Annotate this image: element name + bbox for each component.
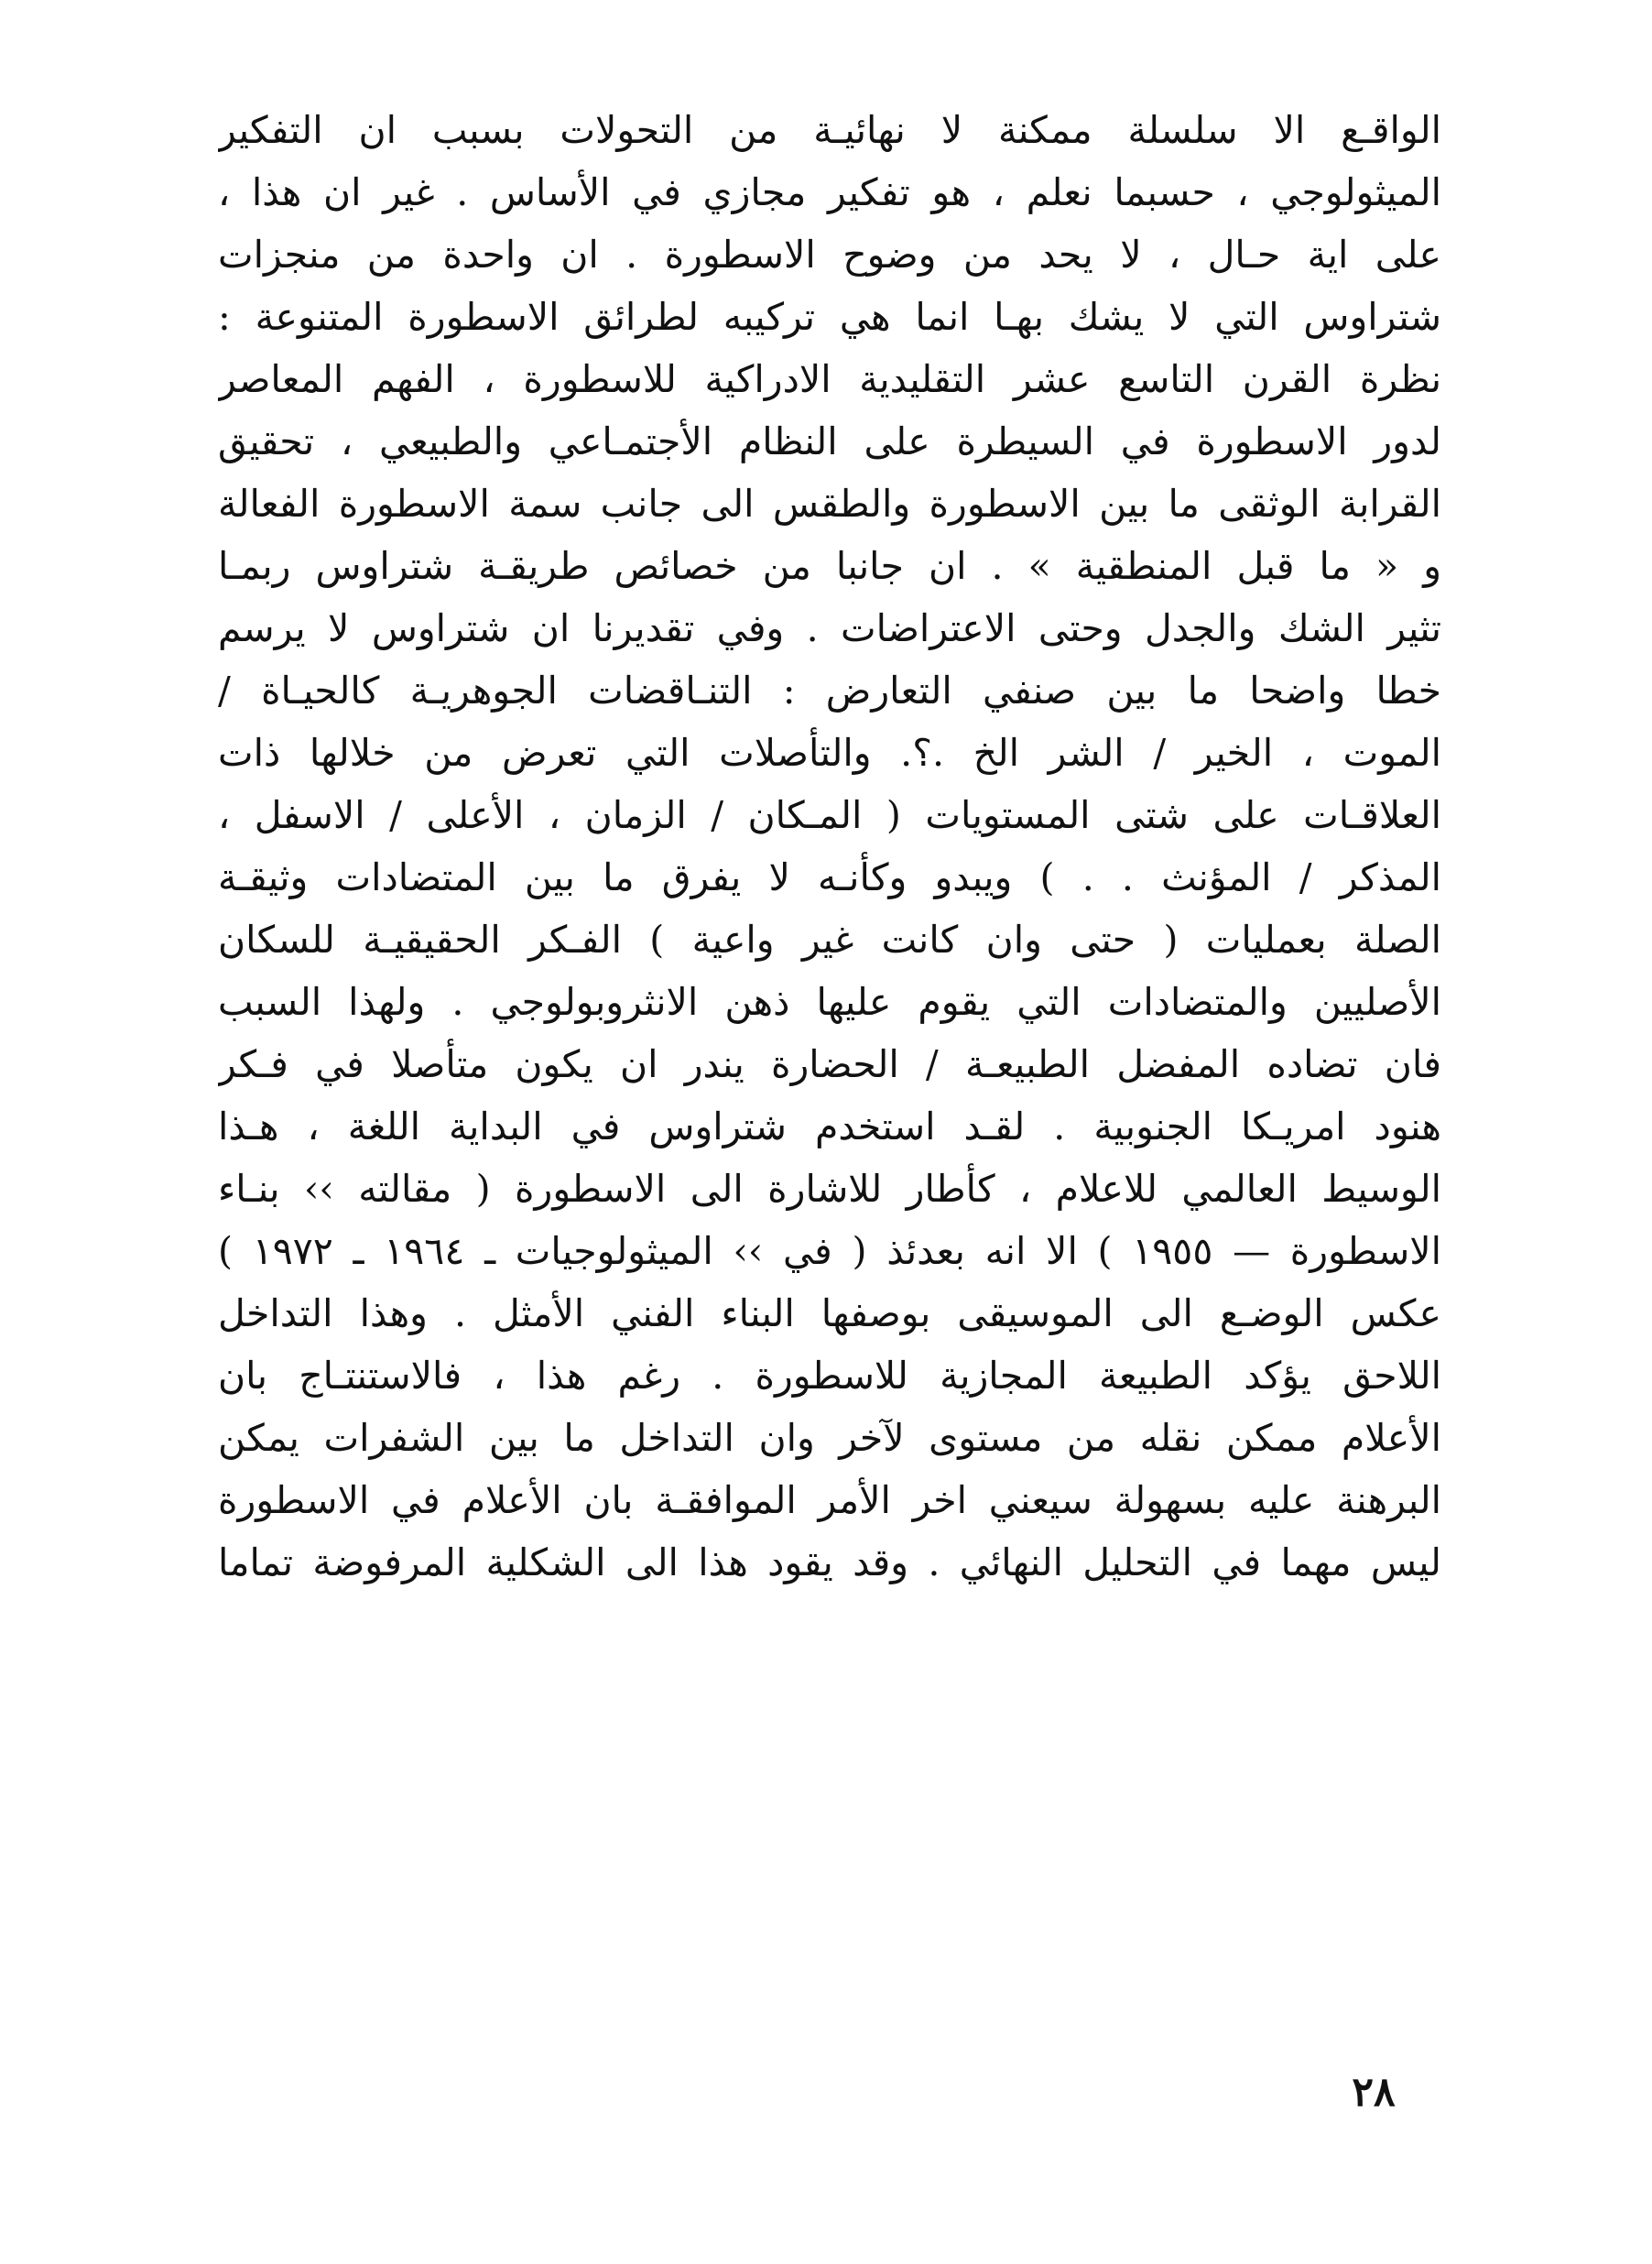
text-line: الاسطورة — ١٩٥٥ ) الا انه بعدئذ ( في ›› الميثولوجيات ـ ١٩٦٤ ـ ١٩٧٢ ) — [218, 1229, 1441, 1273]
body-text — [218, 99, 1441, 1594]
text-line: على اية حـال ، لا يحد من وضوح الاسطورة . ان واحدة من منجزات — [218, 233, 1441, 277]
text-line: تثير الشك والجدل وحتى الاعتراضات . وفي تقديرنا ان شتراوس لا يرسم — [218, 606, 1441, 650]
text-line: العلاقـات على شتى المستويات ( المـكان / الزمان ، الأعلى / الاسفل ، — [218, 793, 1441, 837]
text-line: اللاحق يؤكد الطبيعة المجازية للاسطورة . رغم هذا ، فالاستنتـاج بان — [218, 1354, 1441, 1398]
text-line: فان تضاده المفضل الطبيعـة / الحضارة يندر ان يكون متأصلا في فـكر — [218, 1042, 1441, 1086]
text-line: ليس مهما في التحليل النهائي . وقد يقود هذا الى الشكلية المرفوضة تماما — [218, 1540, 1441, 1584]
text-line: شتراوس التي لا يشك بهـا انما هي تركيبه لطرائق الاسطورة المتنوعة : — [218, 295, 1441, 339]
text-line: الصلة بعمليات ( حتى وان كانت غير واعية ) الفـكر الحقيقيـة للسكان — [218, 918, 1441, 962]
text-line: الوسيط العالمي للاعلام ، كأطار للاشارة الى الاسطورة ( مقالته ›› بنـاء — [218, 1167, 1441, 1211]
text-line: الواقـع الا سلسلة ممكنة لا نهائيـة من التحولات بسبب ان التفكير — [218, 108, 1441, 152]
text-line: لدور الاسطورة في السيطرة على النظام الأجتمـاعي والطبيعي ، تحقيق — [218, 419, 1441, 463]
text-line: البرهنة عليه بسهولة سيعني اخر الأمر الموافقـة بان الأعلام في الاسطورة — [218, 1478, 1441, 1522]
text-line: الأصليين والمتضادات التي يقوم عليها ذهن الانثروبولوجي . ولهذا السبب — [218, 980, 1441, 1024]
text-line: عكس الوضـع الى الموسيقى بوصفها البناء الفني الأمثل . وهذا التداخل — [218, 1291, 1441, 1335]
text-line: الموت ، الخير / الشر الخ .؟. والتأصلات التي تعرض من خلالها ذات — [218, 731, 1441, 775]
text-line: القرابة الوثقى ما بين الاسطورة والطقس الى جانب سمة الاسطورة الفعالة — [218, 482, 1441, 526]
text-line: و « ما قبل المنطقية » . ان جانبا من خصائص طريقـة شتراوس ربمـا — [218, 544, 1441, 588]
text-line: الأعلام ممكن نقله من مستوى لآخر وان التداخل ما بين الشفرات يمكن — [218, 1416, 1441, 1460]
text-line: خطا واضحا ما بين صنفي التعارض : التنـاقضات الجوهريـة كالحيـاة / — [218, 669, 1441, 713]
text-line: الميثولوجي ، حسبما نعلم ، هو تفكير مجازي في الأساس . غير ان هذا ، — [218, 170, 1441, 214]
text-line: نظرة القرن التاسع عشر التقليدية الادراكية للاسطورة ، الفهم المعاصر — [218, 357, 1441, 401]
page-number: ٢٨ — [1352, 2069, 1396, 2116]
text-line: المذكر / المؤنث . . ) ويبدو وكأنـه لا يفرق ما بين المتضادات وثيقـة — [218, 855, 1441, 899]
text-line: هنود امريـكا الجنوبية . لقـد استخدم شتراوس في البداية اللغة ، هـذا — [218, 1105, 1441, 1148]
